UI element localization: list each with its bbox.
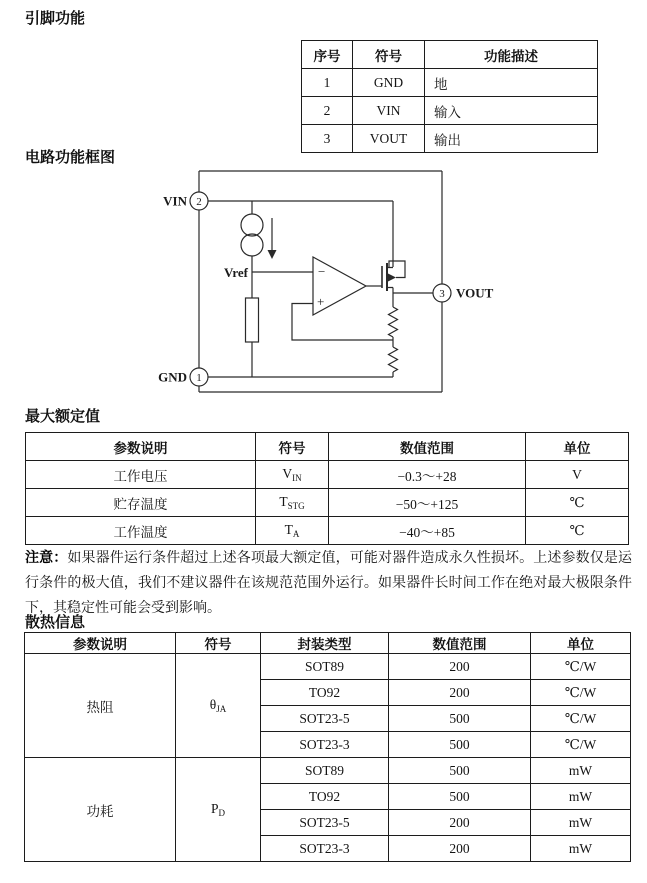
table-cell: SOT23-3	[261, 836, 389, 862]
table-cell: ℃/W	[531, 732, 631, 758]
table-cell: 200	[389, 836, 531, 862]
feedback-resistors-icon	[389, 293, 398, 377]
vout-label: VOUT	[456, 285, 494, 301]
column-header: 序号	[302, 41, 353, 69]
table-cell: $T_{STG}$	[256, 489, 329, 517]
column-header: 符号	[176, 633, 261, 654]
vout-pin	[433, 284, 494, 302]
table-cell: VOUT	[353, 125, 425, 153]
table-cell: 500	[389, 784, 531, 810]
vref-wire	[252, 272, 313, 377]
table-row	[302, 97, 598, 125]
column-header: 单位	[526, 433, 629, 461]
table-row	[302, 125, 598, 153]
table-row	[26, 489, 629, 517]
header-row	[25, 633, 631, 654]
column-header: 数值范围	[329, 433, 526, 461]
table-cell: TO92	[261, 784, 389, 810]
svg-text:2: 2	[196, 196, 202, 208]
table-row	[26, 461, 629, 489]
header-row	[302, 41, 598, 69]
header-row	[26, 433, 629, 461]
table-cell: $V_{IN}$	[256, 461, 329, 489]
thermal-info-heading: 散热信息	[25, 614, 86, 631]
table-cell: 200	[389, 654, 531, 680]
opamp-minus-sign: −	[318, 264, 326, 279]
block-outline	[199, 171, 442, 392]
thermal-info-table	[24, 632, 631, 862]
circuit-block-diagram	[150, 160, 515, 405]
table-cell: 输入	[425, 97, 598, 125]
table-cell: 地	[425, 69, 598, 97]
symbol-cell: $\theta_{JA}$	[176, 654, 261, 758]
table-row	[26, 517, 629, 545]
table-cell: SOT89	[261, 654, 389, 680]
table-cell: 200	[389, 810, 531, 836]
pin-function-table	[301, 40, 598, 153]
pin-function-heading: 引脚功能	[25, 10, 86, 27]
column-header: 单位	[531, 633, 631, 654]
svg-text:3: 3	[439, 288, 445, 300]
note-paragraph	[25, 545, 632, 622]
table-cell: SOT89	[261, 758, 389, 784]
table-cell: VIN	[353, 97, 425, 125]
opamp-icon	[313, 257, 366, 315]
table-cell: 500	[389, 706, 531, 732]
table-cell: ℃/W	[531, 680, 631, 706]
vref-label: Vref	[223, 265, 248, 280]
table-cell: 工作温度	[26, 517, 256, 545]
svg-text:1: 1	[196, 372, 202, 384]
table-cell: −40～+85	[329, 517, 526, 545]
table-cell: SOT23-5	[261, 810, 389, 836]
param-cell: 功耗	[25, 758, 176, 862]
opamp-plus-sign: +	[317, 294, 325, 309]
current-source-icon	[241, 201, 263, 272]
table-cell: V	[526, 461, 629, 489]
column-header: 封装类型	[261, 633, 389, 654]
table-cell: 工作电压	[26, 461, 256, 489]
vin-pin	[163, 192, 208, 210]
table-cell: 输出	[425, 125, 598, 153]
table-cell: ℃/W	[531, 654, 631, 680]
current-arrow-icon	[268, 218, 277, 259]
table-cell: GND	[353, 69, 425, 97]
table-cell: −50～+125	[329, 489, 526, 517]
max-ratings-table	[25, 432, 629, 545]
table-cell: mW	[531, 836, 631, 862]
column-header: 参数说明	[26, 433, 256, 461]
column-header: 数值范围	[389, 633, 531, 654]
table-cell: ℃	[526, 517, 629, 545]
table-row	[25, 758, 631, 784]
vin-label: VIN	[163, 193, 187, 209]
vref-resistor-icon	[246, 298, 259, 342]
table-cell: 200	[389, 680, 531, 706]
column-header: 参数说明	[25, 633, 176, 654]
table-cell: TO92	[261, 680, 389, 706]
table-cell: $T_A$	[256, 517, 329, 545]
note-label: 注意：	[25, 549, 68, 565]
block-diagram-heading: 电路功能框图	[25, 149, 116, 166]
table-cell: 1	[302, 69, 353, 97]
table-cell: −0.3～+28	[329, 461, 526, 489]
mosfet-icon	[366, 261, 405, 293]
table-row	[25, 654, 631, 680]
feedback-wire	[292, 304, 393, 341]
table-cell: SOT23-3	[261, 732, 389, 758]
table-cell: mW	[531, 810, 631, 836]
vin-rail	[208, 201, 393, 267]
note-text: 如果器件运行条件超过上述各项最大额定值，可能对器件造成永久性损坏。上述参数仅是运行条件的极大值，我们不建议器件在该规范范围外运行。如果器件长时间工作在绝对最大极限条件下，其稳定性可能会受到影响。	[25, 551, 632, 617]
column-header: 功能描述	[425, 41, 598, 69]
table-cell: 贮存温度	[26, 489, 256, 517]
table-cell: 2	[302, 97, 353, 125]
column-header: 符号	[353, 41, 425, 69]
table-cell: ℃/W	[531, 706, 631, 732]
table-cell: SOT23-5	[261, 706, 389, 732]
table-cell: 500	[389, 732, 531, 758]
max-ratings-heading: 最大额定值	[25, 408, 101, 425]
column-header: 符号	[256, 433, 329, 461]
table-cell: ℃	[526, 489, 629, 517]
gnd-label: GND	[158, 369, 187, 385]
gnd-pin	[158, 368, 208, 386]
table-cell: mW	[531, 784, 631, 810]
table-cell: 500	[389, 758, 531, 784]
table-row	[302, 69, 598, 97]
param-cell: 热阻	[25, 654, 176, 758]
symbol-cell: $P_D$	[176, 758, 261, 862]
table-cell: 3	[302, 125, 353, 153]
table-cell: mW	[531, 758, 631, 784]
